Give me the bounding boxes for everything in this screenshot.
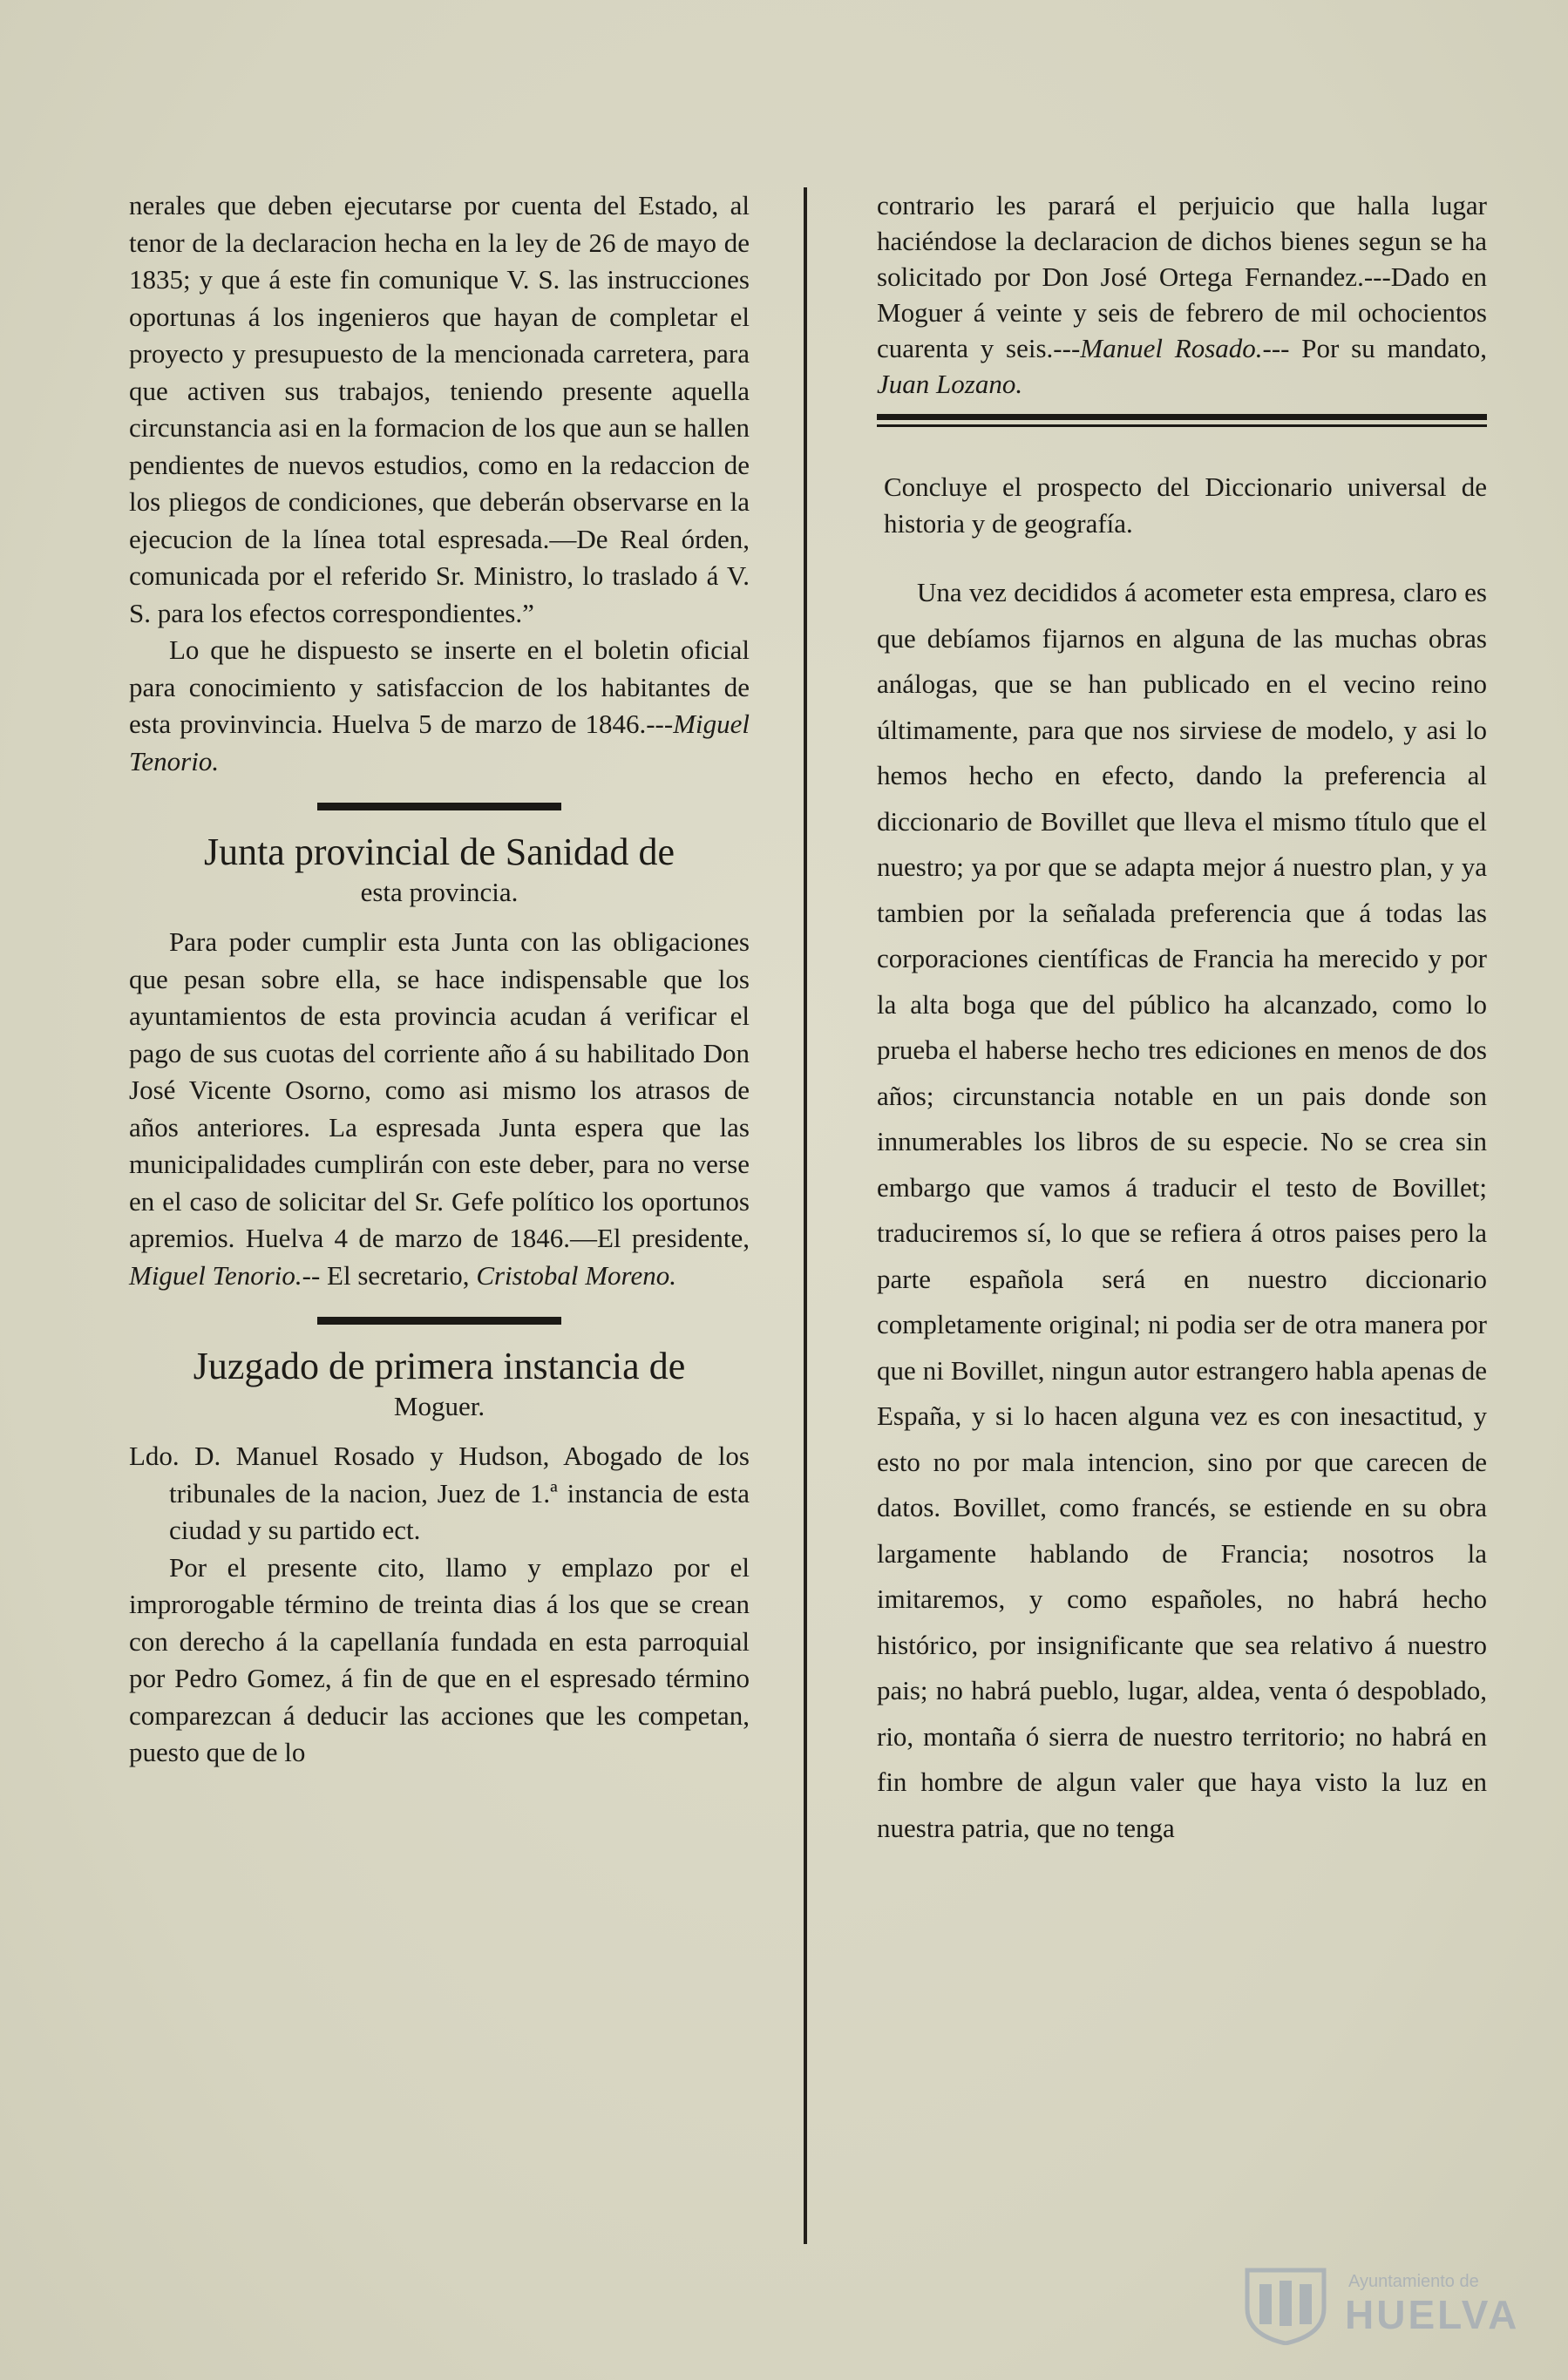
watermark-line-2: HUELVA: [1345, 2292, 1520, 2337]
signature-lozano: Juan Lozano.: [877, 369, 1023, 399]
right-column: [877, 187, 1487, 1851]
prospecto-summary: Concluye el prospecto del Diccionario universal de historia y de geografía.: [884, 471, 1487, 539]
huelva-watermark: [1240, 2261, 1528, 2349]
juzgado-subheading: Moguer.: [393, 1391, 485, 1421]
left-paragraph-1: nerales que deben ejecutarse por cuenta del Estado, al tenor de la declaracion hecha en la ley de 26 de mayo de 1835; y que á este fin comunique V. S. las instrucciones oportunas á los ingenieros que hayan de completar el proyecto y presupuesto de la mencionada carretera, para que activen sus trabajos, teniendo presente aquella circunstancia asi en la formacion de los que aun se hallen pendientes de nuevos estudios, como en la redaccion de los pliegos de condiciones, que deberán observarse en la ejecucion de la línea total espresada.—De Real órden, comunicada por el referido Sr. Ministro, lo traslado á V. S. para los efectos correspondientes.”: [129, 190, 750, 628]
column-divider: [804, 187, 807, 2244]
prospecto-paragraph: Una vez decididos á acometer esta empresa, claro es que debíamos fijarnos en alguna de las muchas obras análogas, que se han publicado en el vecino reino últimamente, para que nos sirviese de modelo, y asi lo hemos hecho en efecto, dando la preferencia al diccionario de Bovillet que lleva el mismo título que el nuestro; ya por que se adapta mejor á nuestro plan, y ya tambien por la señalada preferencia que á todas las corporaciones científicas de Francia ha merecido y por la alta boga que del público ha alcanzado, como lo prueba el haberse hecho tres ediciones en menos de dos años; circunstancia notable en un pais donde son innumerables los libros de su especie. No se crea sin embargo que vamos á traducir el testo de Bovillet; traduciremos sí, lo que se refiera á otros paises pero la parte española será en nuestro diccionario completamente original; ni podia ser de otra manera por que ni Bovillet, ningun autor estrangero habla apenas de España, y si lo hacen alguna vez es con inesactitud, y esto no por mala intencion, sino por que carecen de datos. Bovillet, como francés, se estiende en su obra largamente hablando de Francia; nosotros la imitaremos, y como españoles, no habrá hecho histórico, por insignificante que sea relativo á nuestro pais; no habrá pueblo, lugar, aldea, venta ó despoblado, rio, montaña ó sierra de nuestro territorio; no habrá en fin hombre de algun valer que haya visto la luz en nuestra patria, que no tenga: [877, 577, 1487, 1843]
section-divider-rule: [317, 803, 561, 810]
left-column: [129, 187, 750, 1772]
juzgado-judge-line: Ldo. D. Manuel Rosado y Hudson, Abogado de los tribunales de la nacion, Juez de 1.ª instancia de esta ciudad y su partido ect.: [129, 1441, 750, 1545]
watermark-line-1: Ayuntamiento de: [1348, 2272, 1479, 2291]
left-paragraph-2: [129, 632, 750, 780]
junta-text-mid: -- El secretario,: [302, 1259, 477, 1291]
right-paragraph-1-text: contrario les parará el perjuicio que halla lugar haciéndose la declaracion de dichos bienes segun se ha solicitado por Don José Ortega Fernandez.---Dado en Moguer á veinte y seis de febrero de mil ochocientos cuarenta y seis.---: [877, 190, 1487, 363]
right-paragraph-1-mid: --- Por su mandato,: [1262, 333, 1487, 363]
junta-signature-secretary: Cristobal Moreno.: [476, 1259, 676, 1291]
right-paragraph-1: [877, 187, 1487, 402]
juzgado-paragraph: Por el presente cito, llamo y emplazo por el improrogable término de treinta dias á los que se crean con derecho á la capellanía fundada en esta parroquial por Pedro Gomez, á fin de que en el espresado término comparezcan á deducir las acciones que les competan, puesto que de lo: [129, 1551, 750, 1767]
left-paragraph-2-text: Lo que he dispuesto se inserte en el boletin oficial para conocimiento y satisfaccion de los habitantes de esta provinvincia. Huelva 5 de marzo de 1846.---: [129, 634, 750, 739]
section-divider-rule: [317, 1317, 561, 1325]
junta-text: Para poder cumplir esta Junta con las obligaciones que pesan sobre ella, se hace indispensable que los ayuntamientos de esta provincia acudan á verificar el pago de sus cuotas del corriente año á su habilitado Don José Vicente Osorno, como asi mismo los atrasos de años anteriores. La espresada Junta espera que las municipalidades cumplirán con este deber, para no verse en el caso de solicitar del Sr. Gefe político los oportunos apremios. Huelva 4 de marzo de 1846.—El presidente,: [129, 926, 750, 1253]
juzgado-heading: Juzgado de primera instancia de: [193, 1345, 686, 1387]
junta-signature-president: Miguel Tenorio.: [129, 1259, 302, 1291]
junta-subheading: esta provincia.: [360, 877, 519, 907]
junta-paragraph: [129, 924, 750, 1294]
signature-rosado: Manuel Rosado.: [1080, 333, 1263, 363]
signature-tenorio: Miguel Tenorio.: [129, 709, 750, 776]
double-rule: [877, 414, 1487, 427]
junta-heading: Junta provincial de Sanidad de: [203, 831, 675, 873]
city-shield-icon: [1240, 2265, 1331, 2345]
